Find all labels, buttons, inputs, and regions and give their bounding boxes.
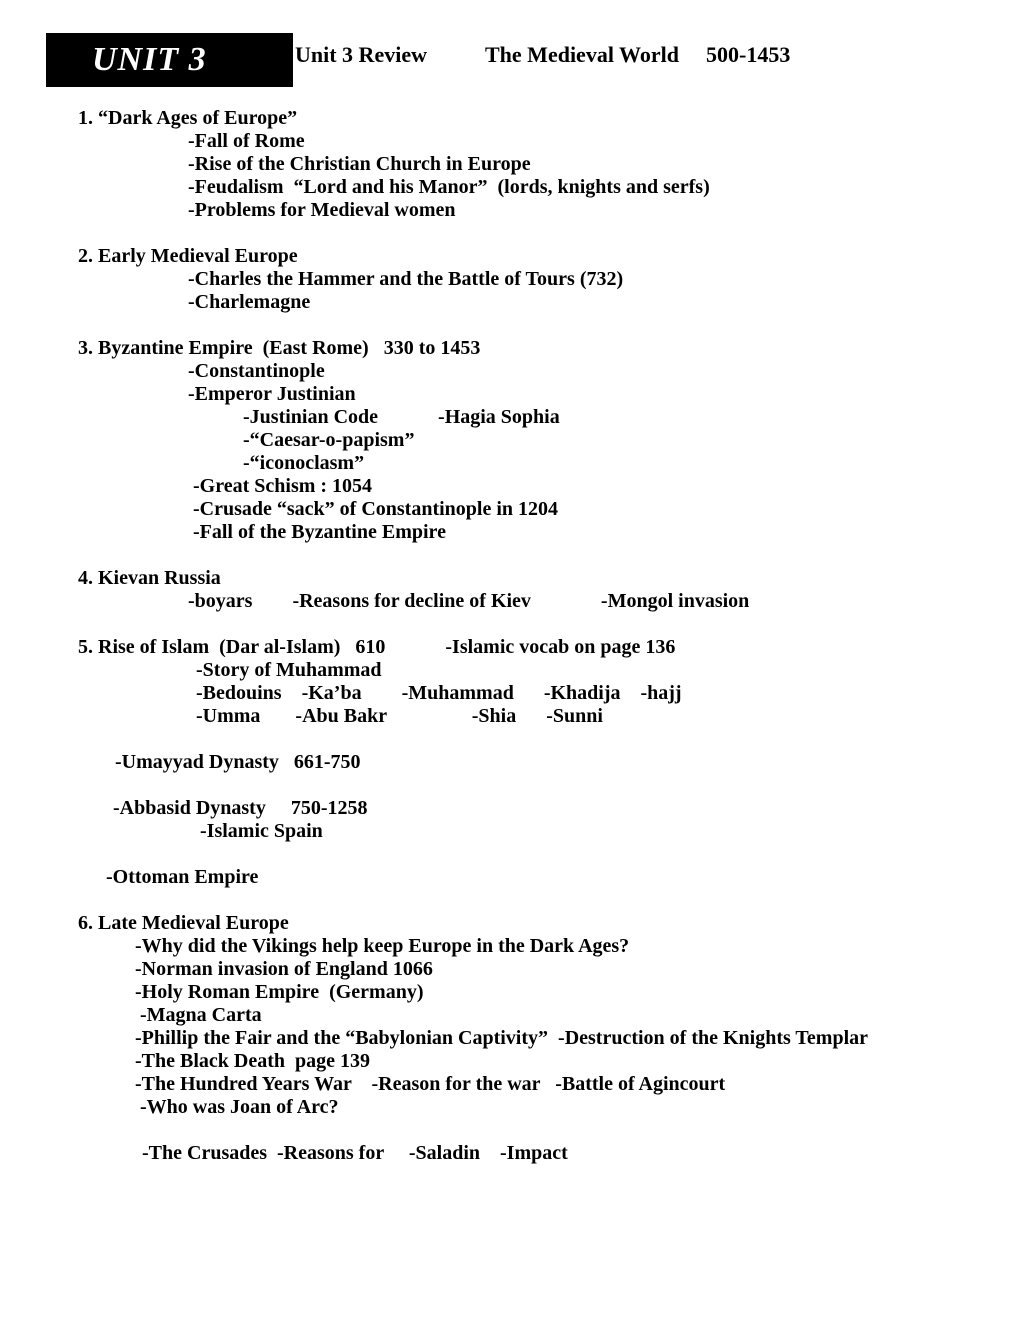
doc-line: -Constantinople [188,360,325,382]
doc-line: 4. Kievan Russia [78,567,221,589]
header-date-range: 500-1453 [706,42,791,67]
doc-line: -Islamic Spain [200,820,323,842]
doc-line: -Story of Muhammad [196,659,382,681]
doc-line: 3. Byzantine Empire (East Rome) 330 to 1453 [78,337,481,359]
doc-line: -The Hundred Years War -Reason for the war -Battle of Agincourt [135,1073,726,1095]
unit-banner [46,33,293,87]
doc-blank-line [0,222,1020,245]
doc-blank-line [0,314,1020,337]
doc-line: -Bedouins -Ka’ba -Muhammad -Khadija -hajj [196,682,682,704]
doc-line: -Ottoman Empire [106,866,259,888]
doc-line: -Rise of the Christian Church in Europe [188,153,531,175]
doc-line: -Abbasid Dynasty 750-1258 [113,797,368,819]
document-body [0,107,1020,1165]
doc-line: -Charles the Hammer and the Battle of Tours (732) [188,268,624,290]
doc-blank-line [0,544,1020,567]
unit-banner-label: UNIT 3 [92,41,207,78]
doc-line: -Charlemagne [188,291,311,313]
doc-line: 1. “Dark Ages of Europe” [78,107,298,129]
doc-blank-line [0,1119,1020,1142]
doc-line: -Who was Joan of Arc? [140,1096,339,1118]
doc-line: -The Crusades -Reasons for -Saladin -Impact [142,1142,568,1164]
doc-line: -Norman invasion of England 1066 [135,958,433,980]
header-subject: The Medieval World [485,42,679,67]
doc-line: -Umma -Abu Bakr -Shia -Sunni [196,705,603,727]
doc-line: -Fall of Rome [188,130,305,152]
doc-line: -Great Schism : 1054 [193,475,373,497]
doc-blank-line [0,889,1020,912]
page-header [0,0,1020,100]
doc-line: -Magna Carta [140,1004,262,1026]
doc-line: -Why did the Vikings help keep Europe in the Dark Ages? [135,935,630,957]
doc-line: -Feudalism “Lord and his Manor” (lords, knights and serfs) [188,176,710,198]
doc-line: -Emperor Justinian [188,383,356,405]
doc-line: -Justinian Code -Hagia Sophia [243,406,560,428]
doc-line: -boyars -Reasons for decline of Kiev -Mongol invasion [188,590,750,612]
doc-line: -Crusade “sack” of Constantinople in 1204 [193,498,559,520]
doc-line: -Problems for Medieval women [188,199,456,221]
doc-line: -Phillip the Fair and the “Babylonian Captivity” -Destruction of the Knights Templar [135,1027,869,1049]
doc-blank-line [0,843,1020,866]
header-review-title: Unit 3 Review [295,42,427,67]
doc-line: 2. Early Medieval Europe [78,245,298,267]
doc-blank-line [0,613,1020,636]
doc-blank-line [0,728,1020,751]
doc-blank-line [0,774,1020,797]
doc-line: -Holy Roman Empire (Germany) [135,981,424,1003]
doc-line: -Fall of the Byzantine Empire [193,521,446,543]
doc-line: 6. Late Medieval Europe [78,912,289,934]
doc-line: 5. Rise of Islam (Dar al-Islam) 610 -Islamic vocab on page 136 [78,636,676,658]
doc-line: -Umayyad Dynasty 661-750 [115,751,361,773]
doc-line: -The Black Death page 139 [135,1050,370,1072]
doc-line: -“Caesar-o-papism” [243,429,415,451]
doc-line: -“iconoclasm” [243,452,365,474]
